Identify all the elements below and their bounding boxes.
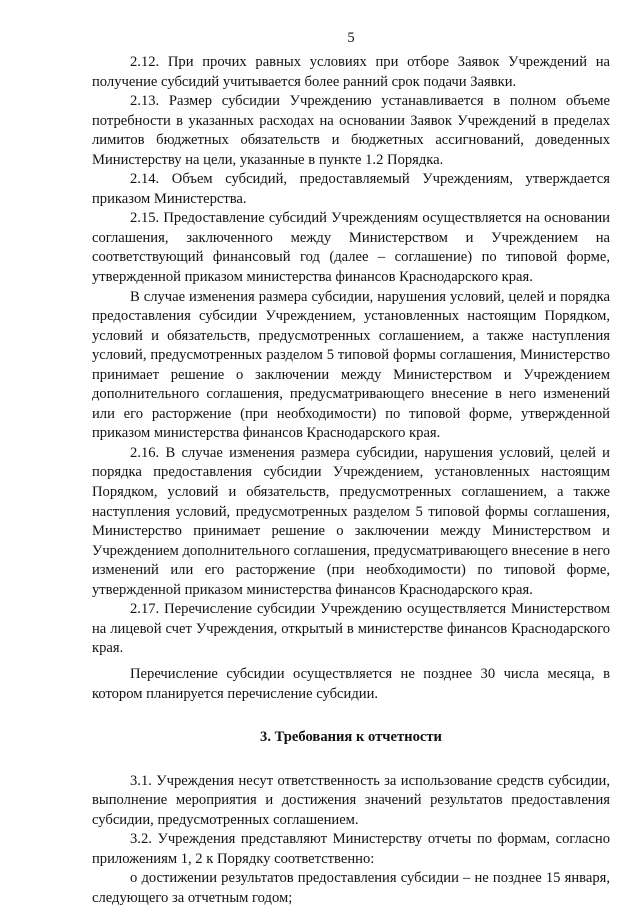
paragraph-2-17-transfer-deadline: Перечисление субсидии осуществляется не позднее 30 числа месяца, в котором планируется перечисление субсидии.: [92, 665, 610, 702]
paragraph-2-14: 2.14. Объем субсидий, предоставляемый Учреждениям, утверждается приказом Министерства.: [92, 171, 610, 207]
paragraph-2-13: 2.13. Размер субсидии Учреждению устанавливается в полном объеме потребности в указанных расходах на основании Заявок Учреждений в пределах лимитов бюджетных обязательств и бюджетных ассигнований, доведенных Министерству на цели, указанные в пункте 1.2 Порядка.: [92, 93, 610, 168]
section-3-heading: 3. Требования к отчетности: [260, 729, 442, 746]
paragraph-2-17: 2.17. Перечисление субсидии Учреждению осуществляется Министерством на лицевой счет Учреждения, открытый в министерстве финансов Краснодарского края.: [92, 601, 610, 657]
paragraph-2-15-amendment: В случае изменения размера субсидии, нарушения условий, целей и порядка предоставления субсидии Учреждением, установленных настоящим Порядком, условий и обязательств, предусмотренных соглашением, а также наступления условий, предусмотренных разделом 5 типовой формы соглашения, Министерство принимает решение о заключении между Министерством и Учреждением дополнительного соглашения, предусматривающего внесение в него изменений или его расторжение (при необходимости) по типовой форме, утвержденной приказом министерства финансов Краснодарского края.: [92, 288, 610, 442]
paragraph-3-2-report-results: о достижении результатов предоставления субсидии – не позднее 15 января, следующего за отчетным годом;: [92, 870, 610, 906]
document-page: [92, 28, 610, 908]
paragraph-2-15: 2.15. Предоставление субсидий Учреждениям осуществляется на основании соглашения, заключенного между Министерством и Учреждением на соответствующий финансовый год (далее – соглашение) по типовой форме, утвержденной приказом министерства финансов Краснодарского края.: [92, 210, 610, 286]
paragraph-2-12: 2.12. При прочих равных условиях при отборе Заявок Учреждений на получение субсидий учитывается более ранний срок подачи Заявки.: [92, 54, 610, 90]
paragraph-3-1: 3.1. Учреждения несут ответственность за использование средств субсидии, выполнение мероприятия и достижения значений результатов предоставления субсидии, предусмотренных соглашением.: [92, 772, 610, 828]
page-number: 5: [347, 30, 355, 46]
paragraph-2-16: 2.16. В случае изменения размера субсидии, нарушения условий, целей и порядка предоставления субсидии Учреждением, установленных настоящим Порядком, условий и обязательств, предусмотренных соглашением, а также наступления условий, предусмотренных разделом 5 типовой формы соглашения, Министерство принимает решение о заключении между Министерством и Учреждением дополнительного соглашения, предусматривающего внесение в него изменений или его расторжение (при необходимости) по типовой форме, утвержденной приказом министерства финансов Краснодарского края.: [92, 444, 610, 598]
paragraph-3-2: 3.2. Учреждения представляют Министерству отчеты по формам, согласно приложениям 1, 2 к Порядку соответственно:: [92, 831, 610, 867]
